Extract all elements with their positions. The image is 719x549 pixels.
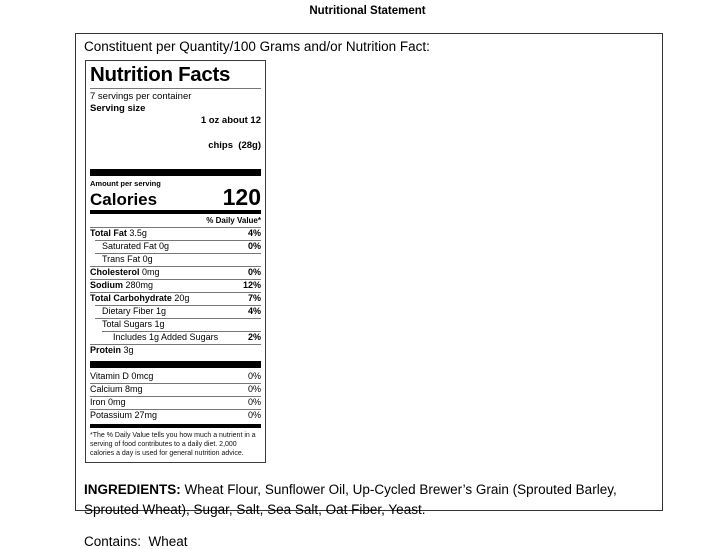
nutrient-name: Total Carbohydrate	[90, 293, 172, 304]
nutrient-amount: Includes 1g Added Sugars	[113, 332, 219, 343]
vitamin-name: Calcium 8mg	[90, 384, 143, 395]
nutrient-name: Cholesterol	[90, 267, 140, 278]
nutrient-row-protein	[90, 344, 261, 357]
vitamin-row-calcium	[90, 383, 261, 396]
nutrient-pct: 7%	[247, 293, 261, 304]
nutrient-row-total-fat	[90, 227, 261, 240]
vitamin-name: Vitamin D 0mcg	[90, 371, 154, 382]
nutrient-amount: Total Sugars 1g	[102, 319, 165, 330]
nutrient-pct: 4%	[247, 306, 261, 317]
serving-size-value	[180, 103, 261, 165]
nutrient-name: Protein	[90, 345, 122, 356]
calories-value: 120	[222, 183, 261, 210]
nutrient-pct: 2%	[247, 332, 261, 343]
ingredients-paragraph	[84, 480, 632, 521]
statement-heading: Constituent per Quantity/100 Grams and/or Nutrition Fact:	[84, 39, 430, 54]
vitamin-pct: 0%	[247, 397, 261, 408]
vitamin-pct: 0%	[247, 371, 261, 382]
ingredients-label: INGREDIENTS:	[84, 481, 181, 497]
statement-section	[75, 33, 663, 549]
daily-value-header: % Daily Value*	[206, 215, 261, 225]
vitamin-row-iron	[90, 396, 261, 409]
thick-divider	[90, 169, 261, 176]
ingredients-text: Wheat Flour, Sunflower Oil, Up-Cycled Brewer’s Grain (Sprouted Barley, Sprouted Wheat), Sugar, Salt, Sea Salt, Oat Fiber, Yeast.	[84, 481, 617, 518]
daily-value-footnote: *The % Daily Value tells you how much a nutrient in a serving of food contributes to a daily diet. 2,000 calories a day is used for general nutrition advice.	[90, 431, 256, 457]
nutrient-pct: 0%	[247, 241, 261, 252]
calories-label: Calories	[90, 189, 158, 209]
nutrient-name: Total Fat	[90, 228, 127, 239]
vitamin-name: Potassium 27mg	[90, 410, 158, 421]
servings-per-container: 7 servings per container	[90, 90, 192, 102]
nutrient-amount: Dietary Fiber 1g	[102, 306, 167, 317]
nutrient-pct: 0%	[247, 267, 261, 278]
amount-per-serving-label: Amount per serving	[90, 178, 161, 188]
nutrient-amount: 3.5g	[126, 228, 147, 239]
serving-size-line2: chips (28g)	[208, 139, 261, 151]
serving-size-line1: 1 oz about 12	[200, 115, 261, 127]
serving-size-row	[90, 103, 261, 165]
vitamin-name: Iron 0mg	[90, 397, 126, 408]
vitamin-pct: 0%	[247, 410, 261, 421]
nutrient-row-total-sugars	[95, 318, 261, 331]
nutrition-facts-title: Nutrition Facts	[90, 64, 261, 89]
nutrient-amount: Saturated Fat 0g	[102, 241, 170, 252]
serving-size-label: Serving size	[90, 102, 146, 114]
vitamin-pct: 0%	[247, 384, 261, 395]
thick-divider	[90, 361, 261, 368]
document-title: Nutritional Statement	[309, 5, 426, 17]
nutrient-amount: 20g	[171, 293, 190, 304]
nutrient-pct: 12%	[242, 280, 261, 291]
nutrient-row-added-sugars	[102, 331, 261, 344]
nutrient-amount: Trans Fat 0g	[102, 254, 153, 265]
nutrient-row-dietary-fiber	[95, 305, 261, 318]
vitamin-row-potassium	[90, 409, 261, 422]
nutrient-row-total-carbohydrate	[90, 292, 261, 305]
nutrient-row-cholesterol	[90, 266, 261, 279]
nutrient-row-saturated-fat	[95, 240, 261, 253]
nutrient-amount: 0mg	[139, 267, 160, 278]
contains-statement: Contains: Wheat	[84, 534, 188, 549]
nutrition-facts-label	[85, 60, 266, 463]
nutrient-amount: 280mg	[123, 280, 154, 291]
nutrient-pct: 4%	[247, 228, 261, 239]
nutrient-amount: 3g	[121, 345, 134, 356]
nutrient-row-sodium	[90, 279, 261, 292]
nutrient-row-trans-fat	[95, 253, 261, 266]
nutrient-name: Sodium	[90, 280, 123, 291]
vitamin-row-vitamin-d	[90, 371, 261, 383]
